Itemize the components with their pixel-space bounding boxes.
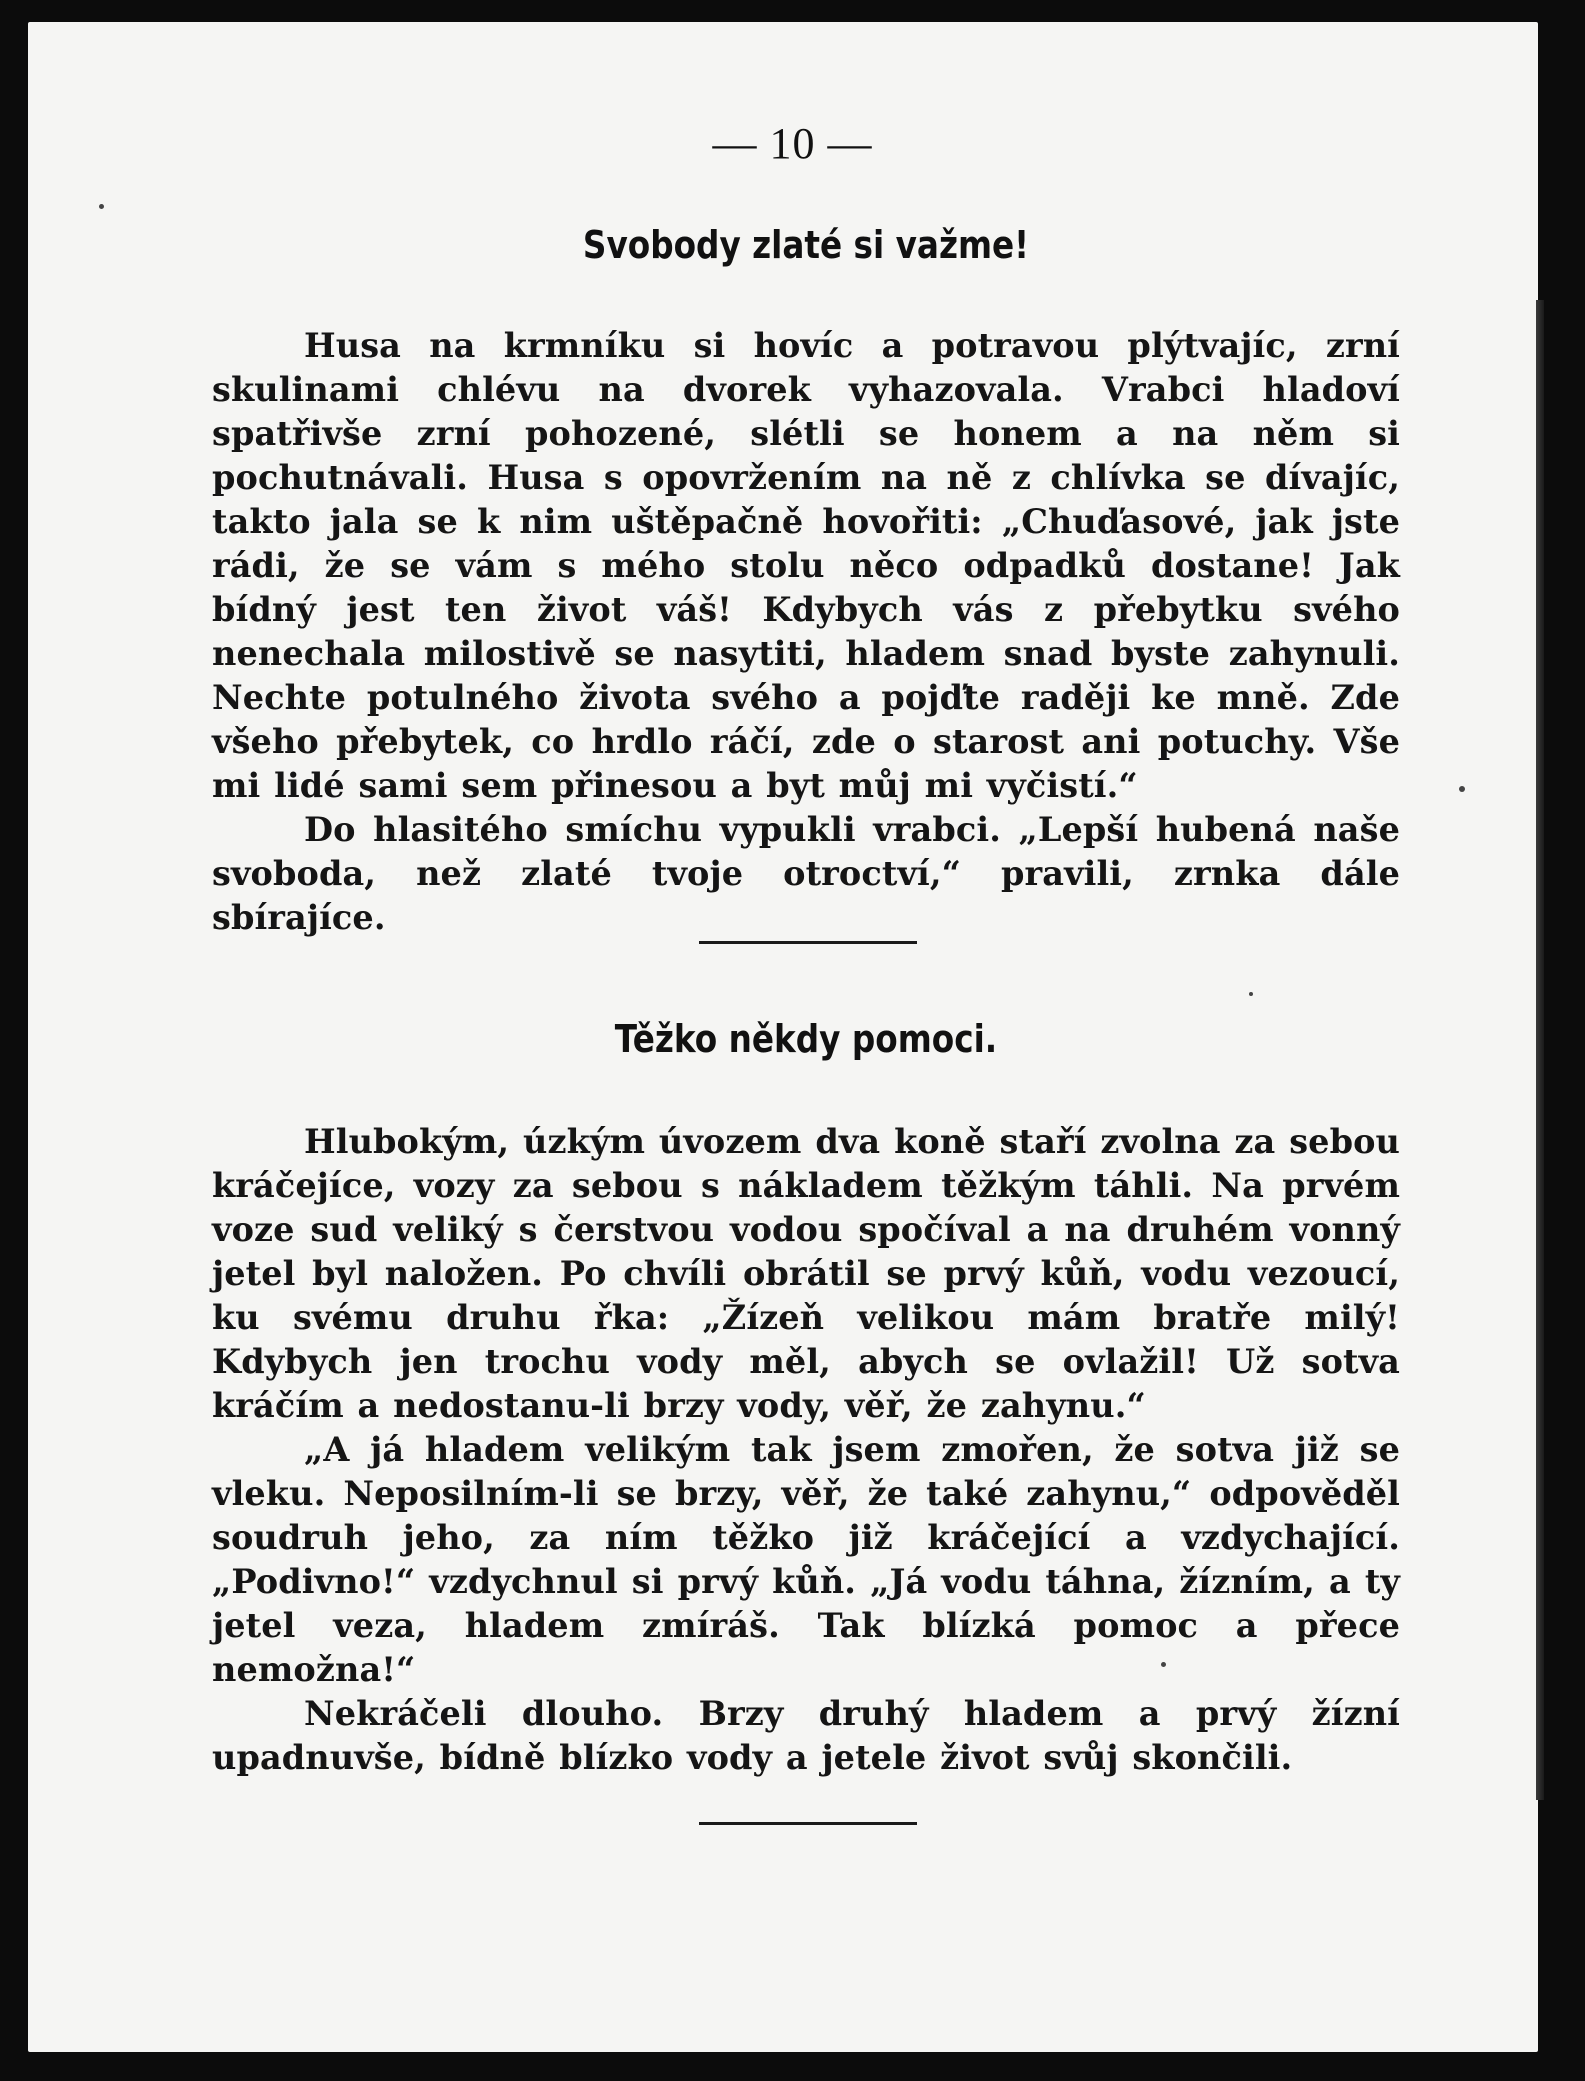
title-spacer — [212, 268, 1400, 324]
scan-speck — [99, 204, 104, 209]
section-divider — [699, 941, 917, 944]
story-title: Svobody zlaté si važme! — [582, 223, 1030, 267]
scan-speck — [1459, 786, 1465, 792]
page-number: — 10 — — [712, 119, 873, 168]
story-paragraph: Do hlasitého smíchu vypukli vrabci. „Lepší hubená naše svoboda, než zlaté tvoje otroctví,“ pravili, zrnka dále sbírajíce. — [212, 810, 1400, 937]
page-edge-shadow — [1536, 300, 1544, 1800]
story-paragraph: Nekráčeli dlouho. Brzy druhý hladem a prvý žízní upadnuvše, bídně blízko vody a jetele život svůj skončili. — [212, 1694, 1400, 1777]
section-divider — [699, 1822, 917, 1825]
story-1 — [212, 222, 1400, 940]
story-title: Těžko někdy pomoci. — [614, 1017, 998, 1061]
story-paragraph: „A já hladem velikým tak jsem zmořen, že sotva již se vleku. Neposilním-li se brzy, věř, že také zahynu,“ odpověděl soudruh jeho, za ním těžko již kráčející a vzdychající. „Podivno!“ vzdychnul si prvý kůň. „Já vodu táhna, žízním, a ty jetel veza, hladem zmíráš. Tak blízká pomoc a přece nemožna!“ — [212, 1430, 1400, 1689]
title-spacer — [212, 1062, 1400, 1120]
scan-speck — [1249, 992, 1253, 996]
story-paragraph: Husa na krmníku si hovíc a potravou plýtvajíc, zrní skulinami chlévu na dvorek vyhazovala. Vrabci hladoví spatřivše zrní pohozené, slétli se honem a na něm si pochutnávali. Husa s opovržením na ně z chlívka se dívajíc, takto jala se k nim uštěpačně hovořiti: „Chuďasové, jak jste rádi, že se vám s mého stolu něco odpadků dostane! Jak bídný jest ten život váš! Kdybych vás z přebytku svého nenechala milostivě se nasytiti, hladem snad byste zahynuli. Nechte potulného života svého a pojďte raději ke mně. Zde všeho přebytek, co hrdlo ráčí, zde o starost ani potuchy. Vše mi lidé sami sem přinesou a byt můj mi vyčistí.“ — [212, 326, 1400, 805]
story-paragraph: Hlubokým, úzkým úvozem dva koně staří zvolna za sebou kráčejíce, vozy za sebou s nákladem těžkým táhli. Na prvém voze sud veliký s čerstvou vodou spočíval a na druhém vonný jetel byl naložen. Po chvíli obrátil se prvý kůň, vodu vezoucí, ku svému druhu řka: „Žízeň velikou mám bratře milý! Kdybych jen trochu vody měl, abych se ovlažil! Už sotva kráčím a nedostanu-li brzy vody, věř, že zahynu.“ — [212, 1122, 1400, 1425]
story-2 — [212, 1016, 1400, 1780]
